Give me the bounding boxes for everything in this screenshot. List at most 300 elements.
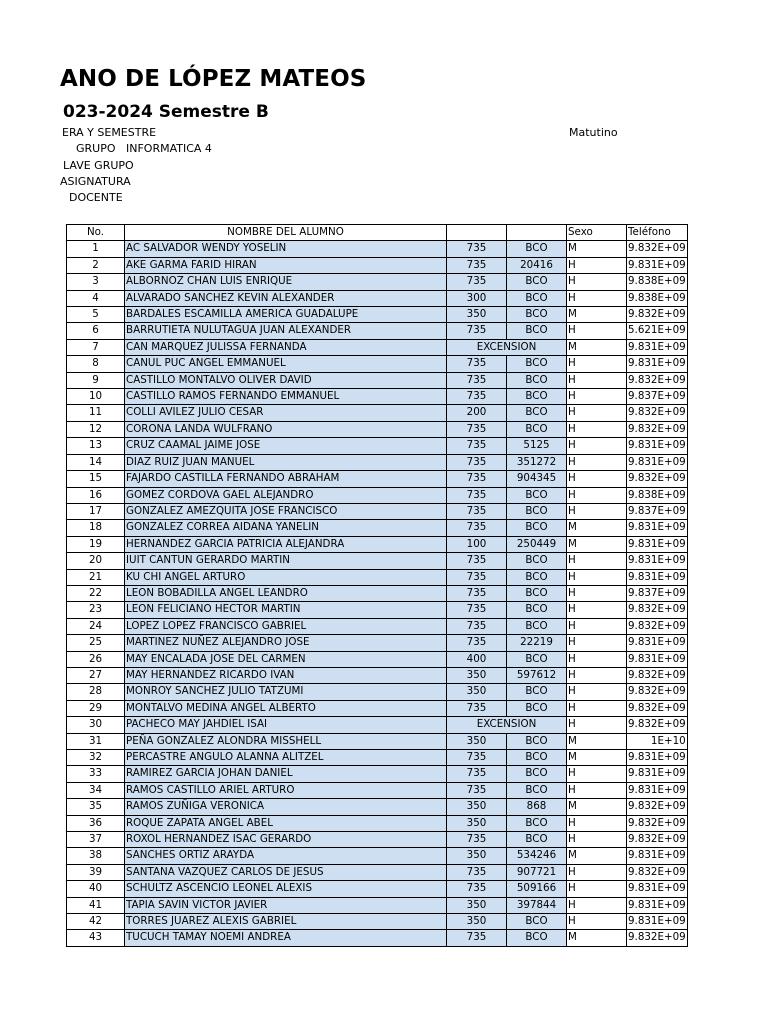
payment-amount: 735 (447, 503, 507, 519)
table-row (67, 405, 688, 421)
payment-reference: BCO (507, 421, 567, 437)
student-phone: 9.832E+09 (627, 799, 688, 815)
student-sex: M (567, 930, 627, 946)
student-phone: 9.831E+09 (627, 651, 688, 667)
payment-reference: BCO (507, 274, 567, 290)
student-phone: 9.831E+09 (627, 438, 688, 454)
student-name: PACHECO MAY JAHDIEL ISAI (125, 717, 447, 733)
student-phone: 9.837E+09 (627, 503, 688, 519)
student-name: TAPIA SAVIN VICTOR JAVIER (125, 897, 447, 913)
payment-amount: 735 (447, 553, 507, 569)
payment-status: EXCENSION (447, 717, 567, 733)
student-phone: 9.832E+09 (627, 717, 688, 733)
student-name: IUIT CANTUN GERARDO MARTIN (125, 553, 447, 569)
subject-label: ASIGNATURA (60, 175, 131, 188)
student-sex: H (567, 585, 627, 601)
student-phone: 9.831E+09 (627, 569, 688, 585)
row-number: 2 (67, 257, 125, 273)
row-number: 24 (67, 618, 125, 634)
payment-amount: 400 (447, 651, 507, 667)
student-sex: H (567, 815, 627, 831)
student-name: BARDALES ESCAMILLA AMERICA GUADALUPE (125, 307, 447, 323)
payment-reference: BCO (507, 323, 567, 339)
student-phone: 9.832E+09 (627, 700, 688, 716)
payment-reference: BCO (507, 684, 567, 700)
student-phone: 9.832E+09 (627, 372, 688, 388)
row-number: 18 (67, 520, 125, 536)
table-row (67, 832, 688, 848)
payment-amount: 200 (447, 405, 507, 421)
payment-amount: 735 (447, 635, 507, 651)
row-number: 15 (67, 471, 125, 487)
student-roster-table (66, 224, 688, 947)
row-number: 39 (67, 864, 125, 880)
table-row (67, 241, 688, 257)
table-row (67, 864, 688, 880)
student-name: CASTILLO MONTALVO OLIVER DAVID (125, 372, 447, 388)
student-name: COLLI AVILEZ JULIO CESAR (125, 405, 447, 421)
student-name: RAMIREZ GARCIA JOHAN DANIEL (125, 766, 447, 782)
key-label: LAVE GRUPO (63, 159, 134, 172)
student-phone: 9.832E+09 (627, 405, 688, 421)
student-phone: 9.831E+09 (627, 536, 688, 552)
payment-status: EXCENSION (447, 339, 567, 355)
student-sex: H (567, 487, 627, 503)
payment-reference: 509166 (507, 881, 567, 897)
payment-amount: 735 (447, 832, 507, 848)
student-phone: 9.832E+09 (627, 864, 688, 880)
table-row (67, 799, 688, 815)
payment-amount: 735 (447, 274, 507, 290)
student-phone: 9.831E+09 (627, 848, 688, 864)
payment-amount: 350 (447, 799, 507, 815)
row-number: 23 (67, 602, 125, 618)
student-phone: 9.832E+09 (627, 930, 688, 946)
payment-amount: 350 (447, 897, 507, 913)
row-number: 27 (67, 667, 125, 683)
student-phone: 9.832E+09 (627, 667, 688, 683)
student-phone: 9.832E+09 (627, 618, 688, 634)
payment-reference: BCO (507, 569, 567, 585)
row-number: 20 (67, 553, 125, 569)
payment-amount: 735 (447, 750, 507, 766)
payment-amount: 300 (447, 290, 507, 306)
student-sex: M (567, 520, 627, 536)
student-name: MONROY SANCHEZ JULIO TATZUMI (125, 684, 447, 700)
row-number: 16 (67, 487, 125, 503)
table-row (67, 454, 688, 470)
student-sex: H (567, 914, 627, 930)
row-number: 30 (67, 717, 125, 733)
student-phone: 9.831E+09 (627, 881, 688, 897)
student-sex: H (567, 700, 627, 716)
table-row (67, 257, 688, 273)
student-sex: H (567, 618, 627, 634)
student-sex: M (567, 733, 627, 749)
payment-reference: BCO (507, 602, 567, 618)
student-name: SCHULTZ ASCENCIO LEONEL ALEXIS (125, 881, 447, 897)
student-sex: H (567, 553, 627, 569)
row-number: 31 (67, 733, 125, 749)
student-name: GONZALEZ CORREA AIDANA YANELIN (125, 520, 447, 536)
student-sex: H (567, 257, 627, 273)
student-sex: H (567, 717, 627, 733)
table-row (67, 503, 688, 519)
payment-reference: 5125 (507, 438, 567, 454)
student-name: PERCASTRE ANGULO ALANNA ALITZEL (125, 750, 447, 766)
payment-amount: 735 (447, 930, 507, 946)
payment-amount: 735 (447, 585, 507, 601)
row-number: 38 (67, 848, 125, 864)
row-number: 32 (67, 750, 125, 766)
student-name: MARTINEZ NUÑEZ ALEJANDRO JOSE (125, 635, 447, 651)
payment-amount: 735 (447, 356, 507, 372)
row-number: 26 (67, 651, 125, 667)
student-name: HERNANDEZ GARCIA PATRICIA ALEJANDRA (125, 536, 447, 552)
student-name: SANTANA VAZQUEZ CARLOS DE JESUS (125, 864, 447, 880)
payment-reference: BCO (507, 585, 567, 601)
table-row (67, 389, 688, 405)
student-phone: 9.831E+09 (627, 454, 688, 470)
student-sex: M (567, 799, 627, 815)
row-number: 29 (67, 700, 125, 716)
row-number: 4 (67, 290, 125, 306)
payment-amount: 100 (447, 536, 507, 552)
table-row (67, 487, 688, 503)
student-phone: 9.832E+09 (627, 421, 688, 437)
payment-reference: 351272 (507, 454, 567, 470)
student-sex: H (567, 667, 627, 683)
payment-amount: 735 (447, 241, 507, 257)
header-sex: Sexo (567, 225, 627, 241)
student-name: LOPEZ LOPEZ FRANCISCO GABRIEL (125, 618, 447, 634)
payment-amount: 735 (447, 257, 507, 273)
table-row (67, 438, 688, 454)
payment-reference: BCO (507, 782, 567, 798)
row-number: 40 (67, 881, 125, 897)
row-number: 6 (67, 323, 125, 339)
payment-amount: 735 (447, 881, 507, 897)
payment-reference: 868 (507, 799, 567, 815)
student-sex: H (567, 635, 627, 651)
payment-reference: BCO (507, 389, 567, 405)
student-sex: H (567, 684, 627, 700)
student-sex: H (567, 389, 627, 405)
row-number: 25 (67, 635, 125, 651)
student-phone: 9.832E+09 (627, 241, 688, 257)
payment-amount: 735 (447, 569, 507, 585)
payment-reference: BCO (507, 651, 567, 667)
table-row (67, 684, 688, 700)
payment-reference: BCO (507, 914, 567, 930)
table-row (67, 323, 688, 339)
table-row (67, 569, 688, 585)
payment-amount: 735 (447, 487, 507, 503)
table-row (67, 585, 688, 601)
table-row (67, 520, 688, 536)
career-label: ERA Y SEMESTRE (62, 126, 157, 139)
student-name: KU CHI ANGEL ARTURO (125, 569, 447, 585)
row-number: 14 (67, 454, 125, 470)
header-col-b (507, 225, 567, 241)
teacher-label: DOCENTE (69, 191, 123, 204)
payment-amount: 735 (447, 700, 507, 716)
payment-amount: 350 (447, 684, 507, 700)
table-row (67, 700, 688, 716)
shift-value: Matutino (569, 126, 618, 139)
row-number: 22 (67, 585, 125, 601)
table-row (67, 421, 688, 437)
row-number: 43 (67, 930, 125, 946)
student-sex: H (567, 832, 627, 848)
payment-amount: 735 (447, 323, 507, 339)
student-name: MONTALVO MEDINA ANGEL ALBERTO (125, 700, 447, 716)
row-number: 13 (67, 438, 125, 454)
student-name: PEÑA GONZALEZ ALONDRA MISSHELL (125, 733, 447, 749)
table-header-row (67, 225, 688, 241)
table-row (67, 881, 688, 897)
table-row (67, 750, 688, 766)
student-phone: 9.831E+09 (627, 782, 688, 798)
payment-amount: 350 (447, 815, 507, 831)
payment-reference: BCO (507, 405, 567, 421)
row-number: 42 (67, 914, 125, 930)
payment-reference: BCO (507, 290, 567, 306)
table-row (67, 717, 688, 733)
student-name: CRUZ CAAMAL JAIME JOSE (125, 438, 447, 454)
student-sex: H (567, 782, 627, 798)
table-row (67, 618, 688, 634)
payment-reference: BCO (507, 487, 567, 503)
payment-reference: 597612 (507, 667, 567, 683)
table-row (67, 307, 688, 323)
student-phone: 9.831E+09 (627, 553, 688, 569)
student-sex: H (567, 602, 627, 618)
row-number: 11 (67, 405, 125, 421)
student-phone: 9.838E+09 (627, 274, 688, 290)
payment-reference: 22219 (507, 635, 567, 651)
payment-amount: 735 (447, 766, 507, 782)
student-name: CAN MARQUEZ JULISSA FERNANDA (125, 339, 447, 355)
table-row (67, 815, 688, 831)
row-number: 34 (67, 782, 125, 798)
payment-amount: 350 (447, 848, 507, 864)
table-row (67, 536, 688, 552)
payment-reference: BCO (507, 503, 567, 519)
table-row (67, 766, 688, 782)
row-number: 33 (67, 766, 125, 782)
payment-reference: BCO (507, 815, 567, 831)
student-phone: 9.837E+09 (627, 585, 688, 601)
payment-reference: BCO (507, 372, 567, 388)
table-row (67, 471, 688, 487)
payment-reference: 907721 (507, 864, 567, 880)
table-row (67, 274, 688, 290)
student-phone: 9.832E+09 (627, 307, 688, 323)
group-value: INFORMATICA 4 (126, 142, 212, 155)
table-row (67, 782, 688, 798)
row-number: 35 (67, 799, 125, 815)
payment-amount: 735 (447, 438, 507, 454)
student-name: GONZALEZ AMEZQUITA JOSE FRANCISCO (125, 503, 447, 519)
student-sex: M (567, 750, 627, 766)
student-name: CASTILLO RAMOS FERNANDO EMMANUEL (125, 389, 447, 405)
student-phone: 5.621E+09 (627, 323, 688, 339)
row-number: 3 (67, 274, 125, 290)
row-number: 9 (67, 372, 125, 388)
student-sex: H (567, 438, 627, 454)
student-name: DIAZ RUIZ JUAN MANUEL (125, 454, 447, 470)
payment-reference: BCO (507, 832, 567, 848)
payment-amount: 735 (447, 389, 507, 405)
student-sex: H (567, 651, 627, 667)
student-phone: 9.832E+09 (627, 684, 688, 700)
payment-reference: 20416 (507, 257, 567, 273)
table-row (67, 339, 688, 355)
row-number: 41 (67, 897, 125, 913)
row-number: 28 (67, 684, 125, 700)
payment-reference: BCO (507, 356, 567, 372)
student-phone: 9.831E+09 (627, 356, 688, 372)
student-phone: 9.831E+09 (627, 635, 688, 651)
student-sex: H (567, 454, 627, 470)
payment-amount: 350 (447, 307, 507, 323)
document-subtitle: 023-2024 Semestre B (63, 102, 269, 122)
row-number: 17 (67, 503, 125, 519)
student-name: LEON FELICIANO HECTOR MARTIN (125, 602, 447, 618)
student-name: SANCHES ORTIZ ARAYDA (125, 848, 447, 864)
row-number: 37 (67, 832, 125, 848)
payment-amount: 350 (447, 667, 507, 683)
row-number: 8 (67, 356, 125, 372)
student-phone: 9.831E+09 (627, 897, 688, 913)
table-row (67, 848, 688, 864)
student-phone: 9.832E+09 (627, 832, 688, 848)
student-sex: H (567, 897, 627, 913)
payment-reference: BCO (507, 241, 567, 257)
student-name: TUCUCH TAMAY NOEMI ANDREA (125, 930, 447, 946)
student-name: LEON BOBADILLA ANGEL LEANDRO (125, 585, 447, 601)
payment-reference: BCO (507, 750, 567, 766)
student-phone: 9.838E+09 (627, 487, 688, 503)
row-number: 19 (67, 536, 125, 552)
payment-amount: 735 (447, 520, 507, 536)
payment-reference: BCO (507, 618, 567, 634)
student-phone: 9.831E+09 (627, 766, 688, 782)
student-phone: 9.831E+09 (627, 339, 688, 355)
row-number: 21 (67, 569, 125, 585)
student-name: ALVARADO SANCHEZ KEVIN ALEXANDER (125, 290, 447, 306)
payment-reference: BCO (507, 553, 567, 569)
payment-amount: 735 (447, 602, 507, 618)
student-name: ROQUE ZAPATA ANGEL ABEL (125, 815, 447, 831)
student-phone: 9.832E+09 (627, 815, 688, 831)
payment-reference: BCO (507, 733, 567, 749)
header-phone: Teléfono (627, 225, 688, 241)
student-name: AC SALVADOR WENDY YOSELIN (125, 241, 447, 257)
row-number: 12 (67, 421, 125, 437)
table-row (67, 372, 688, 388)
student-name: MAY HERNANDEZ RICARDO IVAN (125, 667, 447, 683)
student-sex: M (567, 848, 627, 864)
row-number: 1 (67, 241, 125, 257)
student-sex: H (567, 864, 627, 880)
student-sex: H (567, 323, 627, 339)
student-phone: 9.831E+09 (627, 914, 688, 930)
header-name: NOMBRE DEL ALUMNO (125, 225, 447, 241)
payment-amount: 735 (447, 454, 507, 470)
payment-amount: 735 (447, 782, 507, 798)
student-sex: M (567, 241, 627, 257)
payment-reference: 397844 (507, 897, 567, 913)
student-phone: 9.831E+09 (627, 520, 688, 536)
payment-reference: BCO (507, 307, 567, 323)
table-row (67, 290, 688, 306)
student-sex: H (567, 471, 627, 487)
header-no: No. (67, 225, 125, 241)
student-name: ALBORNOZ CHAN LUIS ENRIQUE (125, 274, 447, 290)
payment-reference: 904345 (507, 471, 567, 487)
payment-reference: BCO (507, 700, 567, 716)
student-name: TORRES JUAREZ ALEXIS GABRIEL (125, 914, 447, 930)
student-sex: M (567, 339, 627, 355)
student-name: RAMOS CASTILLO ARIEL ARTURO (125, 782, 447, 798)
payment-amount: 350 (447, 914, 507, 930)
student-name: CANUL PUC ANGEL EMMANUEL (125, 356, 447, 372)
student-sex: H (567, 372, 627, 388)
student-name: FAJARDO CASTILLA FERNANDO ABRAHAM (125, 471, 447, 487)
student-sex: H (567, 356, 627, 372)
student-name: BARRUTIETA NULUTAGUA JUAN ALEXANDER (125, 323, 447, 339)
group-label: GRUPO (76, 142, 116, 155)
student-name: AKE GARMA FARID HIRAN (125, 257, 447, 273)
row-number: 5 (67, 307, 125, 323)
payment-reference: BCO (507, 766, 567, 782)
payment-amount: 735 (447, 618, 507, 634)
payment-reference: BCO (507, 520, 567, 536)
table-row (67, 667, 688, 683)
student-sex: H (567, 766, 627, 782)
table-row (67, 897, 688, 913)
student-phone: 9.837E+09 (627, 389, 688, 405)
table-row (67, 651, 688, 667)
payment-amount: 735 (447, 471, 507, 487)
table-row (67, 553, 688, 569)
student-phone: 9.831E+09 (627, 750, 688, 766)
student-sex: H (567, 421, 627, 437)
header-col-a (447, 225, 507, 241)
table-row (67, 635, 688, 651)
student-name: CORONA LANDA WULFRANO (125, 421, 447, 437)
student-sex: H (567, 290, 627, 306)
payment-amount: 350 (447, 733, 507, 749)
table-row (67, 356, 688, 372)
row-number: 10 (67, 389, 125, 405)
student-sex: H (567, 503, 627, 519)
student-sex: M (567, 307, 627, 323)
document-title: ANO DE LÓPEZ MATEOS (60, 66, 367, 92)
student-name: ROXOL HERNANDEZ ISAC GERARDO (125, 832, 447, 848)
payment-amount: 735 (447, 421, 507, 437)
table-row (67, 930, 688, 946)
student-phone: 9.832E+09 (627, 602, 688, 618)
payment-amount: 735 (447, 372, 507, 388)
student-sex: H (567, 569, 627, 585)
student-sex: H (567, 274, 627, 290)
student-phone: 9.831E+09 (627, 257, 688, 273)
row-number: 7 (67, 339, 125, 355)
student-sex: H (567, 405, 627, 421)
